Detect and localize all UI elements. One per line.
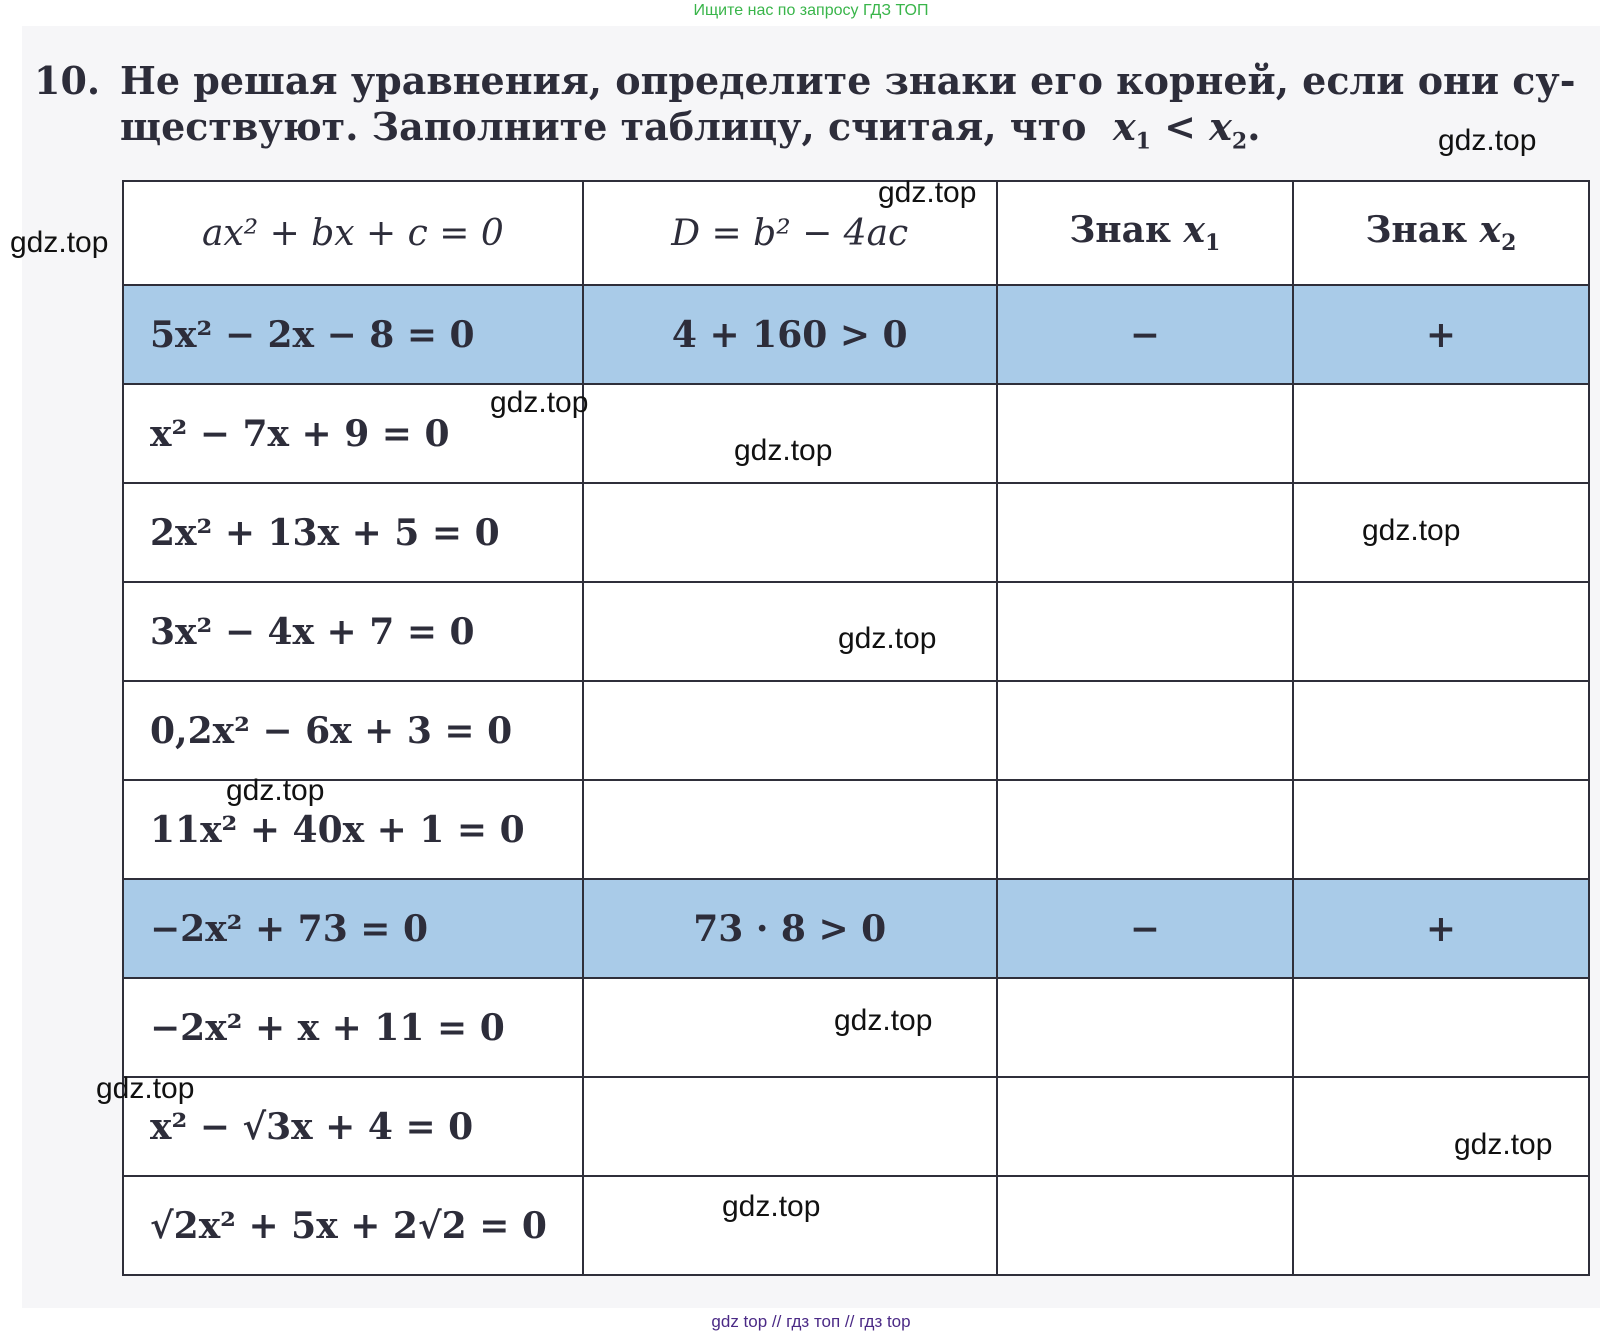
sign-x2-cell[interactable] xyxy=(1293,681,1589,780)
var-x2: x xyxy=(1209,104,1232,149)
sign-x1-cell[interactable] xyxy=(997,582,1293,681)
sign-x1-cell: − xyxy=(997,285,1293,384)
watermark: gdz.top xyxy=(834,1004,933,1037)
sign-x2-cell[interactable] xyxy=(1293,582,1589,681)
watermark: gdz.top xyxy=(1454,1128,1553,1161)
header-sign-x1-var: x xyxy=(1183,209,1205,252)
header-sign-x2-var: x xyxy=(1479,209,1502,252)
discriminant-cell[interactable] xyxy=(583,681,997,780)
table-row xyxy=(123,879,1589,978)
equation-cell: −2x² + x + 11 = 0 xyxy=(123,978,583,1077)
header-sign-x1 xyxy=(997,181,1293,285)
watermark: gdz.top xyxy=(226,774,325,807)
header-sign-x1-sub: 1 xyxy=(1205,230,1221,257)
top-banner: Ищите нас по запросу ГДЗ ТОП xyxy=(693,2,929,19)
watermark: gdz.top xyxy=(10,226,109,259)
var-x1-sub: 1 xyxy=(1135,128,1151,155)
sign-x2-cell[interactable] xyxy=(1293,978,1589,1077)
sign-x1-cell[interactable] xyxy=(997,681,1293,780)
header-sign-x2-word: Знак xyxy=(1365,209,1468,252)
header-equation xyxy=(123,181,583,285)
discriminant-cell: 73 · 8 > 0 xyxy=(583,879,997,978)
sign-x1-cell[interactable] xyxy=(997,978,1293,1077)
watermark: gdz.top xyxy=(838,622,937,655)
bottom-banner: gdz top // гдз топ // гдз top xyxy=(711,1312,911,1331)
equation-cell: x² − 7x + 9 = 0 xyxy=(123,384,583,483)
header-sign-x2-sub: 2 xyxy=(1501,230,1517,257)
header-sign-x1-word: Знак xyxy=(1069,209,1171,252)
equation-cell: x² − √3x + 4 = 0 xyxy=(123,1077,583,1176)
sign-x1-cell[interactable] xyxy=(997,780,1293,879)
watermark: gdz.top xyxy=(490,386,589,419)
header-equation-text: ax² + bx + c = 0 xyxy=(201,212,504,254)
discriminant-cell[interactable] xyxy=(583,483,997,582)
table-row xyxy=(123,681,1589,780)
sign-x1-cell[interactable] xyxy=(997,384,1293,483)
sign-x2-cell[interactable] xyxy=(1293,780,1589,879)
equation-cell: 2x² + 13x + 5 = 0 xyxy=(123,483,583,582)
table-row xyxy=(123,285,1589,384)
watermark: gdz.top xyxy=(722,1190,821,1223)
equation-cell: 0,2x² − 6x + 3 = 0 xyxy=(123,681,583,780)
table-row xyxy=(123,384,1589,483)
discriminant-cell[interactable] xyxy=(583,780,997,879)
roots-sign-table xyxy=(122,180,1590,1276)
sign-x1-cell[interactable] xyxy=(997,1077,1293,1176)
sign-x1-cell[interactable] xyxy=(997,483,1293,582)
watermark: gdz.top xyxy=(1362,514,1461,547)
task-line-1: Не решая уравнения, определите знаки его корней, если они су- xyxy=(120,58,1576,103)
less-than: < xyxy=(1164,104,1197,149)
equation-cell: −2x² + 73 = 0 xyxy=(123,879,583,978)
sign-x2-cell[interactable] xyxy=(1293,1176,1589,1275)
header-sign-x2 xyxy=(1293,181,1589,285)
equation-cell: √2x² + 5x + 2√2 = 0 xyxy=(123,1176,583,1275)
equation-cell: 3x² − 4x + 7 = 0 xyxy=(123,582,583,681)
sign-x2-cell: + xyxy=(1293,285,1589,384)
sign-x1-cell[interactable] xyxy=(997,1176,1293,1275)
var-x1: x xyxy=(1112,104,1136,149)
watermark: gdz.top xyxy=(96,1072,195,1105)
task-line-2 xyxy=(120,104,1260,165)
var-x2-sub: 2 xyxy=(1231,128,1248,155)
sign-x1-cell: − xyxy=(997,879,1293,978)
table-row xyxy=(123,1077,1589,1176)
table-row xyxy=(123,780,1589,879)
header-discriminant-text: D = b² − 4ac xyxy=(671,212,909,254)
table-row xyxy=(123,1176,1589,1275)
task-line-2-text: ществуют. Заполните таблицу, считая, что xyxy=(120,104,1087,149)
sign-x2-cell[interactable] xyxy=(1293,384,1589,483)
equation-cell: 11x² + 40x + 1 = 0 xyxy=(123,780,583,879)
table-header-row xyxy=(123,181,1589,285)
watermark: gdz.top xyxy=(1438,124,1537,157)
task-number: 10. xyxy=(34,58,101,103)
discriminant-cell: 4 + 160 > 0 xyxy=(583,285,997,384)
discriminant-cell[interactable] xyxy=(583,978,997,1077)
watermark: gdz.top xyxy=(878,176,977,209)
task-end: . xyxy=(1247,104,1261,149)
watermark: gdz.top xyxy=(734,434,833,467)
sign-x2-cell: + xyxy=(1293,879,1589,978)
equation-cell: 5x² − 2x − 8 = 0 xyxy=(123,285,583,384)
discriminant-cell[interactable] xyxy=(583,1077,997,1176)
